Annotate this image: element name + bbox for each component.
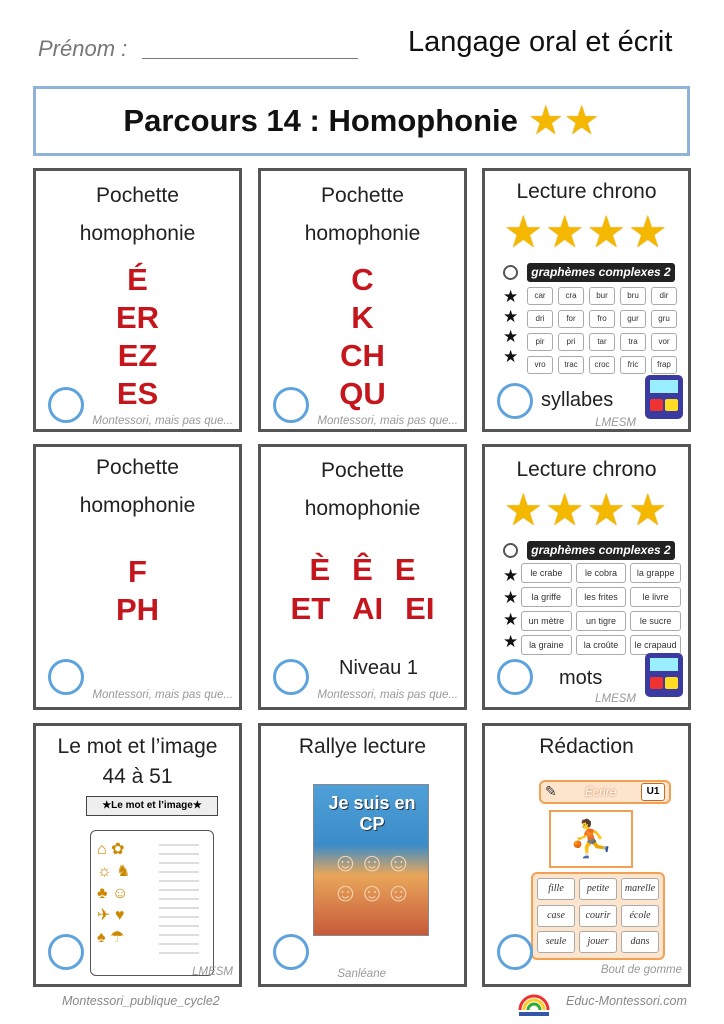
- card-mot-et-image: [33, 723, 242, 987]
- chrono-type-label: syllabes: [541, 389, 614, 411]
- sound-label: E: [394, 552, 416, 587]
- syllable-cell: croc: [589, 356, 615, 374]
- syllable-cell: trac: [558, 356, 584, 374]
- card-credit: Montessori, mais pas que...: [317, 689, 458, 701]
- completion-checkbox[interactable]: [48, 659, 84, 695]
- picture-icons: ⌂ ✿ ☼ ♞ ♣ ☺ ✈ ♥ ♠ ☂: [97, 841, 131, 946]
- word-tile: courir: [579, 905, 617, 927]
- word-cell: le crabe: [521, 563, 572, 583]
- sound-label: ES: [116, 376, 159, 411]
- card-title: Lecture chrono: [516, 458, 657, 481]
- star-rating-icons: ★★★★: [503, 486, 670, 535]
- word-cell: le crapaud: [630, 635, 681, 655]
- syllable-cell: tra: [620, 333, 646, 351]
- star-icon: ★: [563, 99, 600, 143]
- syllable-cell: bru: [620, 287, 646, 305]
- sound-label: F: [128, 554, 147, 589]
- worksheet-thumbnail: [90, 830, 214, 976]
- completion-checkbox[interactable]: [497, 659, 533, 695]
- card-title: Lecture chrono: [516, 180, 657, 203]
- completion-checkbox[interactable]: [273, 387, 309, 423]
- word-cell: la graine: [521, 635, 572, 655]
- syllable-cell: vor: [651, 333, 677, 351]
- word-tile: dans: [621, 931, 659, 953]
- sound-label: ER: [115, 300, 160, 335]
- syllable-cell: dri: [527, 310, 553, 328]
- card-credit: Montessori, mais pas que...: [317, 415, 458, 427]
- star-rating-icons: ★★★★: [503, 208, 670, 257]
- completion-checkbox[interactable]: [273, 934, 309, 970]
- word-tile: école: [621, 905, 659, 927]
- completion-checkbox[interactable]: [497, 934, 533, 970]
- syllable-cell: frap: [651, 356, 677, 374]
- card-pochette-e: [33, 168, 242, 432]
- card-subtitle: homophonie: [304, 222, 421, 245]
- pencil-icon: ✎: [545, 783, 557, 799]
- card-subtitle: homophonie: [79, 494, 196, 517]
- star-icon: ★: [527, 99, 564, 143]
- word-cell: le cobra: [576, 563, 627, 583]
- timer-device-icon: [645, 653, 683, 697]
- book-title: Je suis en CP: [328, 793, 416, 834]
- word-cell: la griffe: [521, 587, 572, 607]
- card-redaction: [482, 723, 691, 987]
- card-title: Le mot et l’image: [57, 735, 218, 758]
- montessori-logo: [516, 992, 552, 1018]
- syllable-grid: [527, 287, 677, 374]
- syllable-cell: pir: [527, 333, 553, 351]
- completion-checkbox[interactable]: [273, 659, 309, 695]
- card-pochette-f: [33, 444, 242, 710]
- syllable-cell: fro: [589, 310, 615, 328]
- card-subtitle: homophonie: [79, 222, 196, 245]
- syllable-cell: gru: [651, 310, 677, 328]
- unit-badge: U1: [641, 783, 665, 801]
- footer-left: Montessori_publique_cycle2: [62, 994, 220, 1008]
- syllable-cell: pri: [558, 333, 584, 351]
- card-rallye-lecture: [258, 723, 467, 987]
- word-tiles-panel: [531, 872, 665, 960]
- word-tile: marelle: [621, 878, 659, 900]
- worksheet-banner: ★Le mot et l’image★: [86, 796, 218, 816]
- hopscotch-illustration: ⛹: [549, 810, 633, 868]
- card-title: Pochette: [321, 459, 404, 482]
- subject-heading: Langage oral et écrit: [408, 26, 673, 58]
- black-star-icons: ★ ★ ★ ★: [503, 287, 519, 366]
- footer-right: Educ-Montessori.com: [566, 994, 687, 1008]
- sound-label: EZ: [117, 338, 158, 373]
- children-illustration: ☺☺☺ ☺☺☺: [332, 847, 412, 907]
- sound-row: [261, 550, 464, 589]
- writing-banner: [539, 780, 671, 804]
- card-credit: Montessori, mais pas que...: [92, 689, 233, 701]
- card-title: Pochette: [321, 184, 404, 207]
- word-cell: le livre: [630, 587, 681, 607]
- card-credit: LMESM: [595, 417, 636, 429]
- level-label: Niveau 1: [339, 657, 418, 679]
- graphemes-banner: graphèmes complexes 2: [527, 263, 675, 282]
- timer-device-icon: [645, 375, 683, 419]
- sound-label: AI: [352, 591, 384, 626]
- prenom-label: Prénom :: [38, 36, 128, 61]
- sound-label: C: [351, 262, 374, 297]
- card-credit: Montessori, mais pas que...: [92, 415, 233, 427]
- syllable-cell: fric: [620, 356, 646, 374]
- word-tile: seule: [537, 931, 575, 953]
- completion-checkbox[interactable]: [497, 383, 533, 419]
- syllable-cell: tar: [589, 333, 615, 351]
- chrono-type-label: mots: [559, 667, 603, 689]
- syllable-cell: vro: [527, 356, 553, 374]
- word-cell: la croûte: [576, 635, 627, 655]
- card-title: Pochette: [96, 184, 179, 207]
- card-lecture-chrono-syllabes: [482, 168, 691, 432]
- card-subtitle: 44 à 51: [102, 765, 173, 788]
- word-grid: [521, 563, 681, 655]
- card-credit: Sanléane: [337, 968, 386, 980]
- syllable-cell: for: [558, 310, 584, 328]
- word-tile: fille: [537, 878, 575, 900]
- sound-label: ET: [290, 591, 331, 626]
- sound-label: K: [351, 300, 374, 335]
- completion-checkbox[interactable]: [48, 387, 84, 423]
- sound-label: È: [309, 552, 331, 587]
- word-tile: case: [537, 905, 575, 927]
- page-title: Parcours 14 : Homophonie: [123, 103, 518, 138]
- title-box: [33, 86, 690, 156]
- stopwatch-icon: [503, 543, 518, 558]
- sound-label: PH: [115, 592, 160, 627]
- black-star-icons: ★ ★ ★ ★: [503, 566, 519, 651]
- word-cell: un tigre: [576, 611, 627, 631]
- syllable-cell: dir: [651, 287, 677, 305]
- card-credit: LMESM: [595, 693, 636, 705]
- sound-row: [261, 589, 464, 628]
- word-cell: la grappe: [630, 563, 681, 583]
- sound-label: É: [127, 262, 148, 297]
- stopwatch-icon: [503, 265, 518, 280]
- word-cell: le sucre: [630, 611, 681, 631]
- word-cell: un mètre: [521, 611, 572, 631]
- sound-label: Ê: [352, 552, 373, 587]
- word-cell: les frites: [576, 587, 627, 607]
- card-credit: Bout de gomme: [600, 964, 682, 976]
- card-subtitle: homophonie: [304, 497, 421, 520]
- book-cover-image: [313, 784, 429, 936]
- card-title: Rédaction: [539, 735, 634, 758]
- card-title: Pochette: [96, 456, 179, 479]
- card-lecture-chrono-mots: [482, 444, 691, 710]
- sound-label: QU: [339, 376, 386, 411]
- word-tile: jouer: [579, 931, 617, 953]
- graphemes-banner: graphèmes complexes 2: [527, 541, 675, 560]
- writing-banner-label: Écrire: [585, 785, 617, 799]
- syllable-cell: bur: [589, 287, 615, 305]
- card-credit: LMESM: [192, 966, 233, 978]
- syllable-cell: gur: [620, 310, 646, 328]
- completion-checkbox[interactable]: [48, 934, 84, 970]
- word-list-lines: [159, 841, 209, 961]
- sound-label: EI: [405, 591, 435, 626]
- card-pochette-e-accent: [258, 444, 467, 710]
- card-pochette-c: [258, 168, 467, 432]
- card-title: Rallye lecture: [298, 735, 427, 758]
- word-tile: petite: [579, 878, 617, 900]
- syllable-cell: car: [527, 287, 553, 305]
- sound-label: CH: [340, 338, 385, 373]
- prenom-line[interactable]: [142, 58, 358, 59]
- syllable-cell: cra: [558, 287, 584, 305]
